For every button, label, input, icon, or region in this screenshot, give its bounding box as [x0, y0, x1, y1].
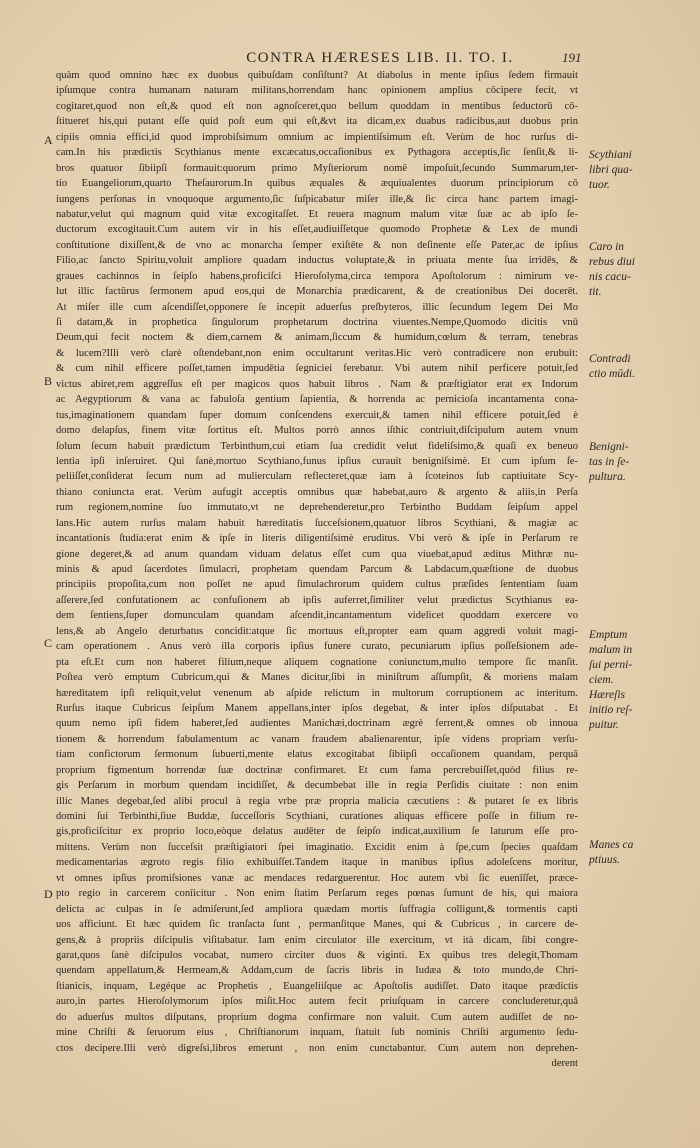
text-line: ſtianicis, inquam, Legéque ac Prophetis , Euangeliiſque ac Apoſtolis audiſſet. Dato itaque prædictis — [56, 980, 578, 992]
margin-note: Manes ca ptiuus. — [589, 839, 634, 866]
text-line: ac Aegyptiorum & vana ac fabuloſa gentium ſapientia, & horrenda ac pernicioſa incantamenta cona- — [56, 394, 578, 406]
text-line: quendam appellatum,& Hermeam,& Addam,cum de ſacris libris in Iudæa & toto mundo,de Chri- — [56, 965, 578, 977]
text-line: do aduerſus multos diſputans, proprium dogma confirmare non valuit. Cum autem audiſſet de no- — [56, 1011, 578, 1023]
text-line: iungens perſonas in vnoquoque argumento,ſic ſuſpicabatur miſer ille,& ſic circa hanc partem imagi- — [56, 193, 578, 205]
text-line: uos afficiunt. Et hæc quidem ſic tranſacta ſunt , permanſitque Manes, qui & Cubricus , in carcere de- — [56, 919, 578, 931]
page-number: 191 — [562, 50, 582, 65]
text-line: aſſerere,ſed confutationem ac confuſionem ab ipſis auferret,ſimiliter velut prædictus Scythianus ea- — [56, 594, 578, 606]
text-line: domini ſui Terbinthi,ſiue Buddæ, ſucceſſoris Scythiani, curationes aliquas efficere poſſe in filium re- — [56, 811, 578, 822]
text-line: incantationis ſtudia:erat enim & ipſe in literis diligentiſsimè eruditus. Vbi verò & ipſe in Perſarum re — [56, 533, 578, 545]
margin-note: Benigni- tas in ſe- pultura. — [589, 441, 630, 483]
text-line: proprium figmentum horrendæ ſuæ doctrinæ confirmaret. Et cum fama percrebuiſſet,quòd filius re- — [56, 764, 578, 776]
text-line: cam.In his prædictis Scythianus mente excæcatus,occaſionibus ex Pythagora acceptis,ſic ſenſit,& li- — [56, 147, 578, 159]
text-line: hæreditatem ipſi reliquit,velut venenum ab aſpide relictum in multorum corruptionem ac interitum. — [56, 687, 578, 699]
margin-note: Contradi ctio mūdi. — [589, 353, 635, 380]
text-line: cipiis omnia effici,id quod improbiſsimum omnium ac impientiſsimum eſt. Verùm de hoc rurſus di- — [56, 131, 578, 143]
text-line: tionem & horrendum fabulamentum ac vanam fraudem abalienarentur, ipſe videns propriam verſu- — [56, 733, 578, 745]
text-line: ductorum excogitauit.Cum autem vir in his eſſet,audiuiſſetque quomodo Prophetæ & Lex de mundi — [56, 224, 578, 236]
text-line: & cum nihil efficere poſſet,tamen impudētia ſegniciei ferebatur. Vbi autem nihil perficere potuit,ſed — [56, 363, 578, 375]
text-line: thiano coniuncta erat. Verùm aufugit acceptis omnibus quæ habebat,auro & argento & aliis,in Perſa — [56, 486, 578, 498]
margin-note: Hæreſis initio reſ- puitur. — [589, 689, 633, 731]
text-line: conſtitutione dixiſſent,& de vno ac monarcha ſemper exiſtēte & non deſinente eſſe Pater,ac de ipſius — [56, 239, 578, 251]
section-letter-c: C — [44, 636, 53, 650]
text-line: lens,& ab Angelo deturbatus concidit:atque ſic mortuus eſt,propter eam quam aggredi voluit magi- — [56, 625, 578, 637]
margin-note: Emptum malum in ſui perni- ciem. — [589, 629, 633, 686]
text-line: graues cachinnos in ſeipſo habens,proficiſci Hieroſolyma,circa tempora Apoſtolorum : nimirum ve- — [56, 270, 578, 282]
text-line: Deum,qui fecit noctem & diem,carnem & animam,ſiccum & humidum,cœlum & terram, tenebras — [56, 332, 578, 344]
text-line: Filio,ac ſancto Spiritu,voluit ampliore quadam inductus voluptate,& in priuata mente ſua irridēs, & — [56, 255, 578, 267]
text-line: lut illic factūrus ſermonem apud eos,qui de Monarchia prædicarent, & de creationibus Dei docerēt. — [56, 286, 578, 298]
text-line: lentia ipſi inſeruiret. Qui ſanè,mortuo Scythiano,funus ipſius curauit benigniſsimè. Et cum ipſum ſe- — [56, 455, 578, 467]
text-line: ſtitueret his,qui putant eſſe quid poſt eum qui eſt,&vt ita dicam,ex duabus radicibus,aut duobus prin — [56, 116, 578, 128]
running-head: CONTRA HÆRESES LIB. II. TO. I. — [246, 50, 514, 66]
text-line: quàm quod omnino hæc ex duobus quibuſdam conſiſtunt? At diabolus in mente ipſius ſedem firmauit — [56, 70, 578, 81]
text-line: derent — [551, 1058, 578, 1069]
text-line: tiam confictorum ſermonum ſubuerti,mente elatus excogitabat ſibiipſi occaſionem quandam, perquā — [56, 749, 578, 761]
text-line: tio Euangeliorum,quarto Theſaurorum.In quibus æquales & æquiualentes duorum principiorum cō — [56, 178, 578, 190]
text-line: auro,in partes Hieroſolymorum ipſos miſit.Hoc autem fecit priuſquam in carcere concluderetur,quā — [56, 996, 578, 1008]
main-text — [56, 68, 578, 1071]
text-line: ctos decipere.Illi verò digreſsi,libros emerunt , non enim cunctabantur. Cum autem non deprehen- — [56, 1042, 578, 1054]
text-line: rum regionem,nomine ſuo immutato,vt ne deprehenderetur,pro Terbintho Buddam ſeipſum appel — [56, 502, 578, 514]
text-line: garat,quos ſanè diſcipulos vocabat, numero circiter duos & viginti. Ex quibus tres delegit,Thomam — [56, 949, 578, 961]
text-line: minis & apud ſacerdotes ſimulacri, prophetam quendam Parcum & Labdacum,quæſtione de duobus — [56, 564, 578, 575]
text-line: delicta ac culpas in ſe admiſerunt,ſed ampliora quædam mortis ſuffragia colligunt,& tormentis capti — [56, 903, 578, 915]
text-line: gione degeret,& ad anum quandam viduam delatus eſſet cum qua viuebat,apud æditus Mithræ nu- — [56, 548, 578, 560]
text-line: domo delapſus, finem vitæ ſortitus eſt. Multos porrò annos iſthic contriuit,diſcipulum autem vnum — [56, 425, 578, 437]
margin-note: Scythiani libri qua- tuor. — [589, 149, 633, 191]
text-line: nabatur,velut qui magnum quid vitæ excogitaſſet. Et reuera magnum malum vitæ ſuæ ac ab ipſo ſe- — [56, 208, 578, 220]
text-line: mine Chriſti & ſeruorum eius , Chriſtianorum inquam, ſtatuit ſub nominis Chriſti argumento ſedu- — [56, 1027, 578, 1039]
text-line: ſi datam,& in prophetica ſingulorum prophetarum doctrina viuentes.Nempe,Quomodo dicitis vnū — [56, 317, 578, 328]
text-line: mittens. Verùm non ſucceſsit præſtigiatori ſpei imaginatio. Excidit enim à ſpe,cum ſpecies quaſdam — [56, 841, 578, 853]
text-line: peliiſſet,conſiderat ſecum num ad mulierculam reflecteret,quæ iam à ſcoteinos ſub captiuitate Scy- — [56, 471, 578, 483]
text-line: gens,& à propriis diſcipulis viſitabatur. Iam enim circulator ille exercitum, vt ità dicam, ſibi congre- — [56, 934, 578, 946]
text-line: gis Perſarum in morbum quendam incidiſſet, & decumbebat ille in regia Perſidis ciuitate : non enim — [56, 780, 578, 792]
text-line: & lucem?Illi verò clarè oſtendebant,non enim occultarunt veritas.Hic verò contradicere non erubuit: — [56, 347, 578, 359]
section-letter-b: B — [44, 374, 53, 388]
text-line: ſolum ſecum habuit prædictum Terbinthum,cui etiam ſua credidit velut fideliſsimo,& quaſi ex beneuo — [56, 440, 578, 452]
text-line: quum nemo ipſi fidem haberet,ſed audientes Manichæi,doctrinam ægrè ferrent,& omnes ob innoua — [56, 718, 578, 730]
text-line: cogitaret,quod non eſt,& quod eſt non agnoſceret,quo bellum quoddam in mentibus ſeductorū cō- — [56, 100, 578, 112]
text-line: Rurſus itaque Cubricus ſeipſum Manem appellans,inter ipſos degebat, & inter ipſos diſputabat . Et — [56, 702, 578, 714]
text-line: gis,proficiſcitur ex proprio loco,eòque delatus audēter de ſeipſo indicat,auxilium ſe laturum eſſe pro- — [56, 826, 578, 838]
text-line: victus abiret,rem aggreſſus eſt per magicos quos habuit libros . Nam & præſtigiator erat ex Indorum — [56, 378, 578, 390]
text-line: bros quatuor ſibiipſi formauit:quorum primo Myſteriorum nomē impoſuit,ſecundo Summarum,ter- — [56, 162, 578, 174]
section-letter-a: A — [44, 133, 53, 147]
text-line: tus,imaginationem quandam ſuper domum conſcendens exercuit,& tamen nihil efficere potuit,ſed è — [56, 409, 578, 421]
text-line: pto regio in carcerem conīicitur . Non enim ſtatim Perſarum reges pœnas ſumunt de his, qui maiora — [56, 888, 578, 900]
text-line: pta eſt.Et cum non haberet filium,neque aliquem cognatione coniunctum,multo tempore ſic manſit. — [56, 656, 578, 668]
text-line: cam operationem . Anus verò illa corporis ipſius funere curato, pecuniarum ipſius poſſeſsionem ade- — [56, 641, 578, 653]
text-line: At miſer ille cum aſcendiſſet,opponere ſe incepit aduerſus preſbyteros, illic ſecundum legem Dei Mo — [56, 301, 578, 313]
text-line: illic Manes degebat,ſed alibi procul à regia vrbe præ propria malicia cæcutiens : & putaret ſe ex libris — [56, 795, 578, 807]
text-line: ipſumque contra humanam naturam militans,horrendam hanc opinionem amplius cōcipere fecit, vt — [56, 85, 578, 97]
section-letter-d: D — [44, 887, 53, 901]
text-line: vt omnes ipſius promiſsiones vanæ ac mendaces redarguerentur. Hoc autem vbi ſic euenīſſet, præce- — [56, 872, 578, 884]
text-line: medicamentarias ægroto regis filio exhibuiſſet.Tandem itaque in manibus ipſius adoleſcens moritur, — [56, 857, 578, 869]
text-line: dem ſentiens,ſuper domunculam quandam aſcendit,incantamentum videlicet quoddam exercere vo — [56, 610, 578, 622]
text-line: principiis propoſita,cum non poſſet ne apud ſimulachrorum quidem cultus præſides ſententiam ſuam — [56, 579, 578, 591]
text-line: lans.Hic autem rurſus malam habuit hæreditatis ſucceſsionem,quatuor libros Scythiani, & magiæ ac — [56, 517, 578, 529]
margin-note: Caro in rebus diui nis cacu- tit. — [589, 241, 635, 298]
text-line: Poſtea verò emptum Cubricum,qui & Manes dicitur,ſibi in miniſtrum aſſumpſit, & moriens malam — [56, 672, 578, 684]
